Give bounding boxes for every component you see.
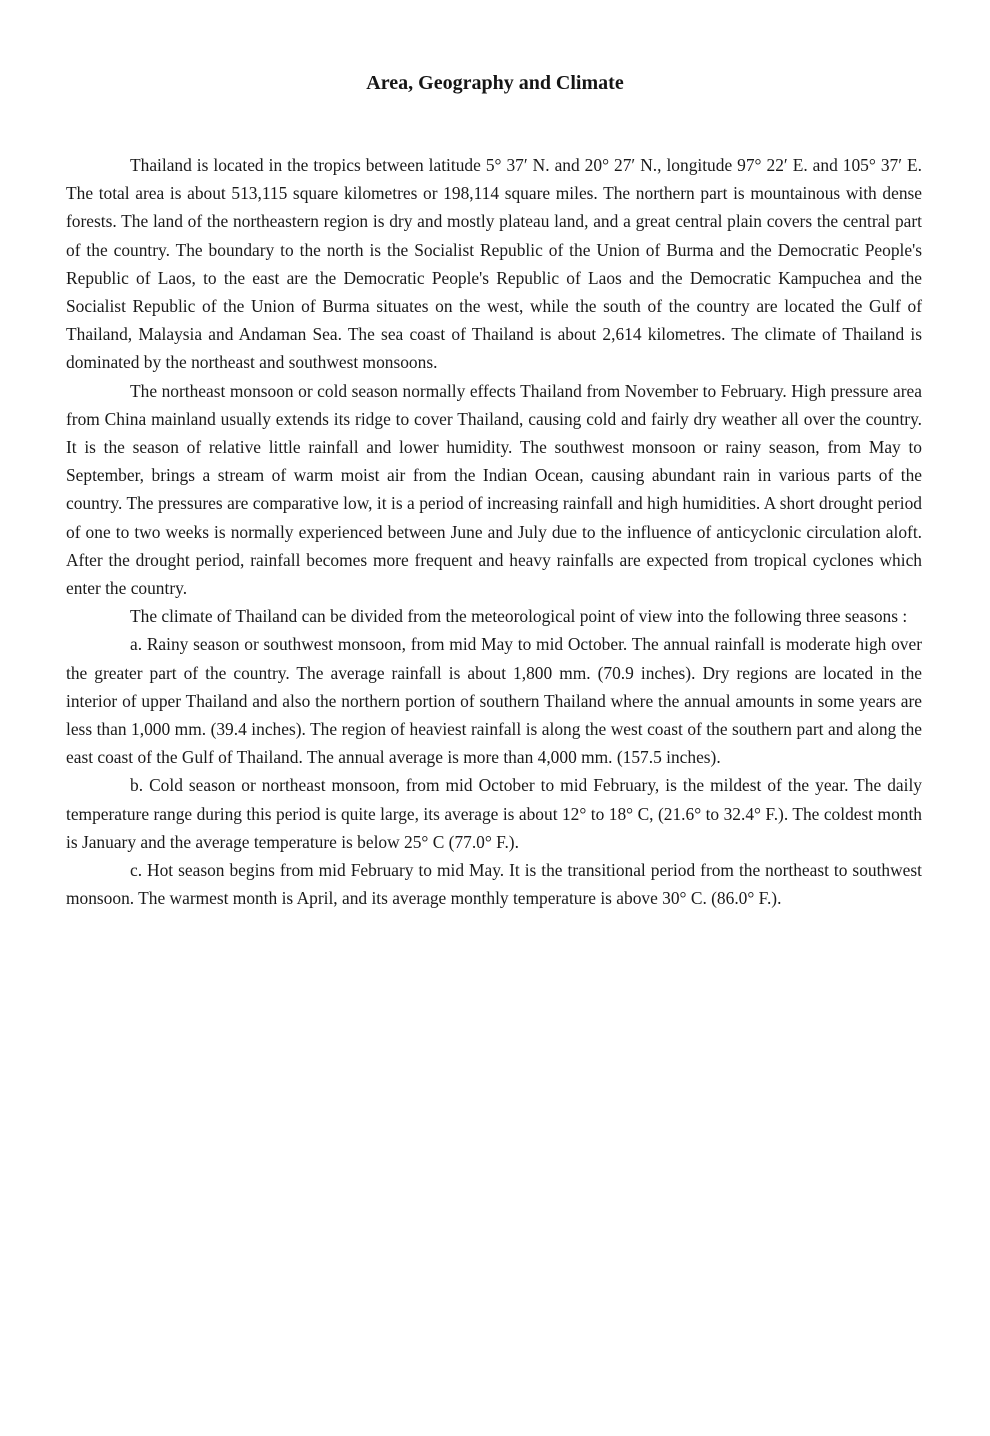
paragraph-seasons-intro: The climate of Thailand can be divided from the meteorological point of view into the following three seasons : (130, 606, 908, 627)
document-body (66, 151, 922, 912)
paragraph-cold-season: b. Cold season or northeast monsoon, from mid October to mid February, is the mildest of the year. The daily temperature range during this period is quite large, its average is about 12° to 18° C, (21.6° to 32.4° F.). The coldest month is January and the average temperature is below 25° C (77.0° F.). (66, 775, 922, 852)
page-title: Area, Geography and Climate (366, 72, 624, 94)
paragraph-location: Thailand is located in the tropics between latitude 5° 37′ N. and 20° 27′ N., longitude 97° 22′ E. and 105° 37′ E. The total area is about 513,115 square kilometres or 198,114 square miles. The northern part is mountainous with dense forests. The land of the northeastern region is dry and mostly plateau land, and a great central plain covers the central part of the country. The boundary to the north is the Socialist Republic of the Union of Burma and the Democratic People's Republic of Laos, to the east are the Democratic People's Republic of Laos and the Democratic Kampuchea and the Socialist Republic of the Union of Burma situates on the west, while the south of the country are located the Gulf of Thailand, Malaysia and Andaman Sea. The sea coast of Thailand is about 2,614 kilometres. The climate of Thailand is dominated by the northeast and southwest monsoons. (66, 155, 922, 373)
paragraph-rainy-season: a. Rainy season or southwest monsoon, from mid May to mid October. The annual rainfall is moderate high over the greater part of the country. The average rainfall is about 1,800 mm. (70.9 inches). Dry regions are located in the interior of upper Thailand and also the northern portion of southern Thailand where the annual amounts in some years are less than 1,000 mm. (39.4 inches). The region of heaviest rainfall is along the west coast of the southern part and along the east coast of the Gulf of Thailand. The annual average is more than 4,000 mm. (157.5 inches). (66, 634, 922, 768)
paragraph-hot-season: c. Hot season begins from mid February to mid May. It is the transitional period from the northeast to southwest monsoon. The warmest month is April, and its average monthly temperature is above 30° C. (86.0° F.). (66, 860, 922, 909)
paragraph-monsoons: The northeast monsoon or cold season normally effects Thailand from November to February. High pressure area from China mainland usually extends its ridge to cover Thailand, causing cold and fairly dry weather all over the country. It is the season of relative little rainfall and lower humidity. The southwest monsoon or rainy season, from May to September, brings a stream of warm moist air from the Indian Ocean, causing abundant rain in various parts of the country. The pressures are comparative low, it is a period of increasing rainfall and high humidities. A short drought period of one to two weeks is normally experienced between June and July due to the influence of anticyclonic circulation aloft. After the drought period, rainfall becomes more frequent and heavy rainfalls are expected from tropical cyclones which enter the country. (66, 380, 922, 599)
